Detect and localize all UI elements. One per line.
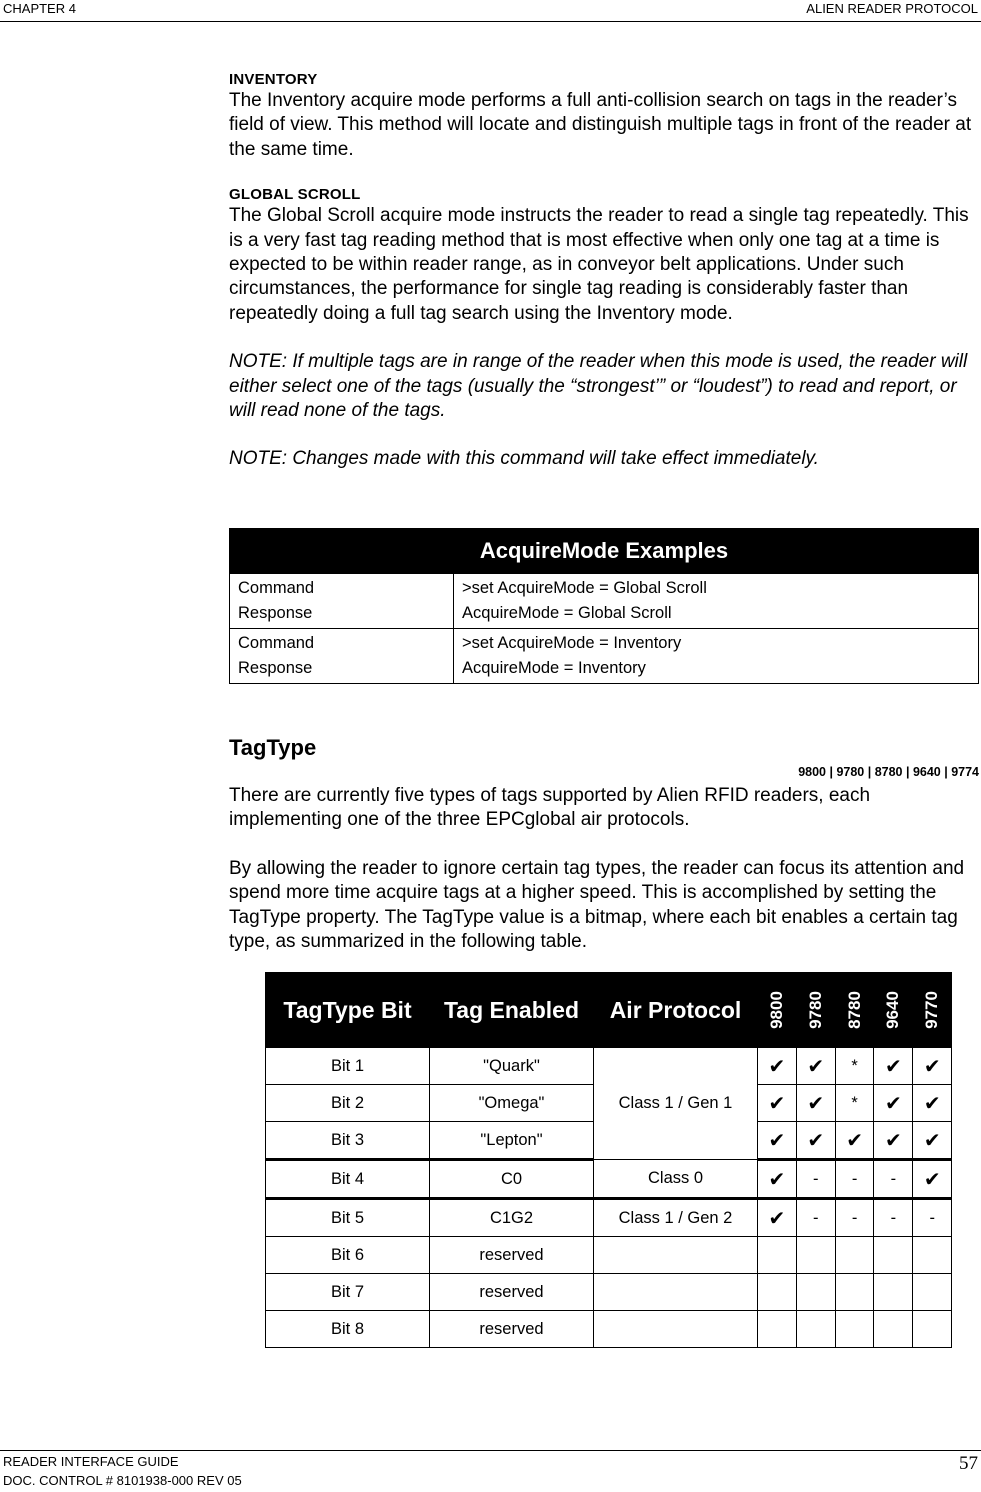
note-immediate: NOTE: Changes made with this command will take effect immediately. bbox=[229, 448, 819, 470]
table-row: Bit 4 C0 Class 0 ✔ - - - ✔ bbox=[266, 1160, 952, 1199]
inventory-body: The Inventory acquire mode performs a full anti-collision search on tags in the reader’s field of view. This method will locate and distinguish multiple tags in front of the reader at the same time. bbox=[229, 90, 972, 160]
row-label: Response bbox=[238, 604, 313, 622]
page-footer bbox=[0, 1450, 981, 1488]
note-multiple-tags: NOTE: If multiple tags are in range of the reader when this mode is used, the reader will either select one of the tags (usually the “strongest’” or “loudest”) to read and report, or will read none of the tags. bbox=[229, 351, 968, 422]
table-row bbox=[230, 629, 979, 684]
mode-descriptions bbox=[229, 71, 979, 496]
tagtype-para-1: There are currently five types of tags supported by Alien RFID readers, each implementing one of the three EPCglobal air protocols. bbox=[229, 785, 871, 831]
class1-gen1-cell: Class 1 / Gen 1 bbox=[594, 1048, 758, 1160]
global-scroll-heading: GLOBAL SCROLL bbox=[229, 186, 361, 204]
inventory-heading: INVENTORY bbox=[229, 71, 318, 88]
page-header bbox=[0, 0, 981, 22]
col-bit-header: TagType Bit bbox=[266, 973, 430, 1048]
supported-models: 9800 | 9780 | 8780 | 9640 | 9774 bbox=[798, 765, 979, 779]
response-text: AcquireMode = Inventory bbox=[462, 659, 646, 677]
table-row: Bit 2 "Omega" ✔ ✔ * ✔ ✔ bbox=[266, 1085, 952, 1122]
tagtype-title: TagType bbox=[229, 735, 317, 760]
table-row: Bit 5 C1G2 Class 1 / Gen 2 ✔ - - - - bbox=[266, 1199, 952, 1237]
header-chapter: CHAPTER 4 bbox=[3, 1, 76, 16]
col-9780-header: 9780 bbox=[796, 973, 835, 1048]
command-text: >set AcquireMode = Inventory bbox=[462, 634, 682, 652]
footer-doc-control: DOC. CONTROL # 8101938-000 REV 05 bbox=[3, 1473, 242, 1488]
col-9640-header: 9640 bbox=[874, 973, 913, 1048]
col-9770-header: 9770 bbox=[913, 973, 952, 1048]
table-row: Bit 7 reserved bbox=[266, 1274, 952, 1311]
examples-title: AcquireMode Examples bbox=[230, 529, 979, 574]
page-number: 57 bbox=[959, 1453, 978, 1474]
table-row: Bit 8 reserved bbox=[266, 1311, 952, 1348]
response-text: AcquireMode = Global Scroll bbox=[462, 604, 672, 622]
col-8780-header: 8780 bbox=[835, 973, 874, 1048]
col-enabled-header: Tag Enabled bbox=[430, 973, 594, 1048]
acquiremode-examples-table bbox=[229, 528, 979, 684]
table-row bbox=[230, 574, 979, 629]
table-row: Bit 6 reserved bbox=[266, 1237, 952, 1274]
global-scroll-body: The Global Scroll acquire mode instructs the reader to read a single tag repeatedly. This is a very fast tag reading method that is most effective when only one tag at a time is expected to be within reader range, as in conveyor belt applications. Under such circumstances, the performance for single tag reading is considerably faster than repeatedly doing a full tag search using the Inventory mode. bbox=[229, 205, 969, 324]
footer-guide-title: READER INTERFACE GUIDE bbox=[3, 1454, 179, 1469]
header-title: ALIEN READER PROTOCOL bbox=[806, 1, 978, 16]
tagtype-para-2: By allowing the reader to ignore certain tag types, the reader can focus its attention and spend more time acquire tags at a higher speed. This is accomplished by setting the TagType property. The TagType value is a bitmap, where each bit enables a certain tag type, as summarized in the following table. bbox=[229, 857, 965, 953]
table-row: Bit 3 "Lepton" ✔ ✔ ✔ ✔ ✔ bbox=[266, 1122, 952, 1160]
command-text: >set AcquireMode = Global Scroll bbox=[462, 579, 707, 597]
row-label: Command bbox=[238, 634, 315, 652]
row-label: Command bbox=[238, 579, 315, 597]
table-row: Bit 1 "Quark" Class 1 / Gen 1 ✔ ✔ * ✔ ✔ bbox=[266, 1048, 952, 1085]
row-label: Response bbox=[238, 659, 313, 677]
tagtype-bit-table bbox=[265, 972, 952, 1348]
col-9800-header: 9800 bbox=[758, 973, 797, 1048]
col-protocol-header: Air Protocol bbox=[594, 973, 758, 1048]
tagtype-description bbox=[229, 784, 979, 978]
